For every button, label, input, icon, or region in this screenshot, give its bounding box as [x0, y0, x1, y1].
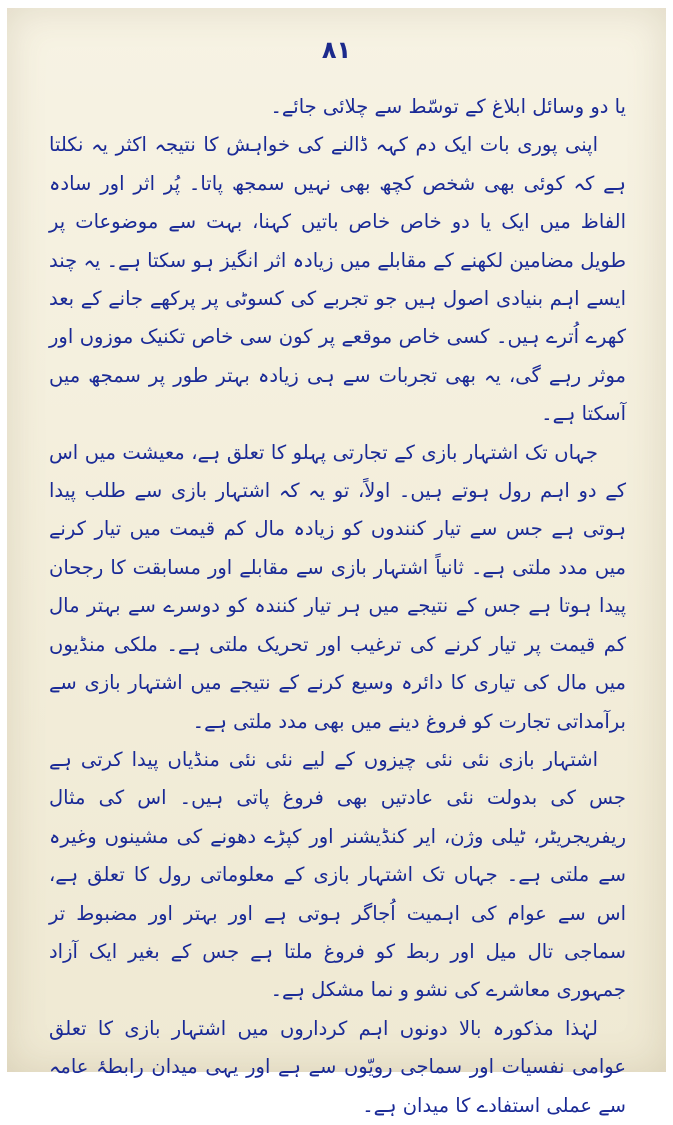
paragraph-5: لہٰذا مذکورہ بالا دونوں اہم کرداروں میں اشتہار بازی کا تعلق عوامی نفسیات اور سماجی رویّوں سے ہے اور یہی میدان رابطۂ عامہ سے عملی استفادے کا میدان ہے۔ — [49, 1016, 626, 1117]
paragraph-2: اپنی پوری بات ایک دم کہہ ڈالنے کی خواہش کا نتیجہ اکثر یہ نکلتا ہے کہ کوئی بھی شخص کچھ بھی نہیں سمجھ پاتا۔ پُر اثر اور سادہ الفاظ میں ایک یا دو خاص خاص باتیں کہنا، بہت سے موضوعات پر طویل مضامین لکھنے کے مقابلے میں زیادہ اثر انگیز ہو سکتا ہے۔ یہ چند ایسے اہم بنیادی اصول ہیں جو تجربے کی کسوٹی پر پرکھے جانے کے بعد کھرے اُترے ہیں۔ کسی خاص موقعے پر کون سی خاص تکنیک موزوں اور موثر رہے گی، یہ بھی تجربات سے ہی زیادہ بہتر طور پر سمجھ میں آسکتا ہے۔ — [49, 133, 626, 426]
paragraph-3: جہاں تک اشتہار بازی کے تجارتی پہلو کا تعلق ہے، معیشت میں اس کے دو اہم رول ہوتے ہیں۔ اولاً، تو یہ کہ اشتہار بازی سے طلب پیدا ہوتی ہے جس سے تیار کنندوں کو زیادہ مال کم قیمت میں تیار کرنے میں مدد ملتی ہے۔ ثانیاً اشتہار بازی سے مقابلے اور مسابقت کا رجحان پیدا ہوتا ہے جس کے نتیجے میں ہر تیار کنندہ کو دوسرے سے بہتر مال کم قیمت پر تیار کرنے کی ترغیب اور تحریک ملتی ہے۔ ملکی منڈیوں میں مال کی تیاری کا دائرہ وسیع کرنے کے نتیجے میں اشتہار بازی سے برآمداتی تجارت کو فروغ دینے میں بھی مدد ملتی ہے۔ — [49, 440, 626, 733]
paragraph-1: یا دو وسائل ابلاغ کے توسّط سے چلائی جائے۔ — [270, 95, 626, 118]
body-text — [49, 88, 626, 1125]
paragraph-4: اشتہار بازی نئی نئی چیزوں کے لیے نئی نئی منڈیاں پیدا کرتی ہے جس کی بدولت نئی عادتیں بھی فروغ پاتی ہیں۔ اس کی مثال ریفریجریٹر، ٹیلی وژن، ایر کنڈیشنر اور کپڑے دھونے کی مشینوں وغیرہ سے ملتی ہے۔ جہاں تک اشتہار بازی کے معلوماتی رول کا تعلق ہے، اس سے عوام کی اہمیت اُجاگر ہوتی ہے اور بہتر اور مضبوط تر سماجی تال میل اور ربط کو فروغ ملتا ہے جس کے بغیر ایک آزاد جمہوری معاشرے کی نشو و نما مشکل ہے۔ — [49, 747, 626, 1002]
page-number: ۸۱ — [321, 36, 352, 64]
book-page — [7, 8, 666, 1117]
